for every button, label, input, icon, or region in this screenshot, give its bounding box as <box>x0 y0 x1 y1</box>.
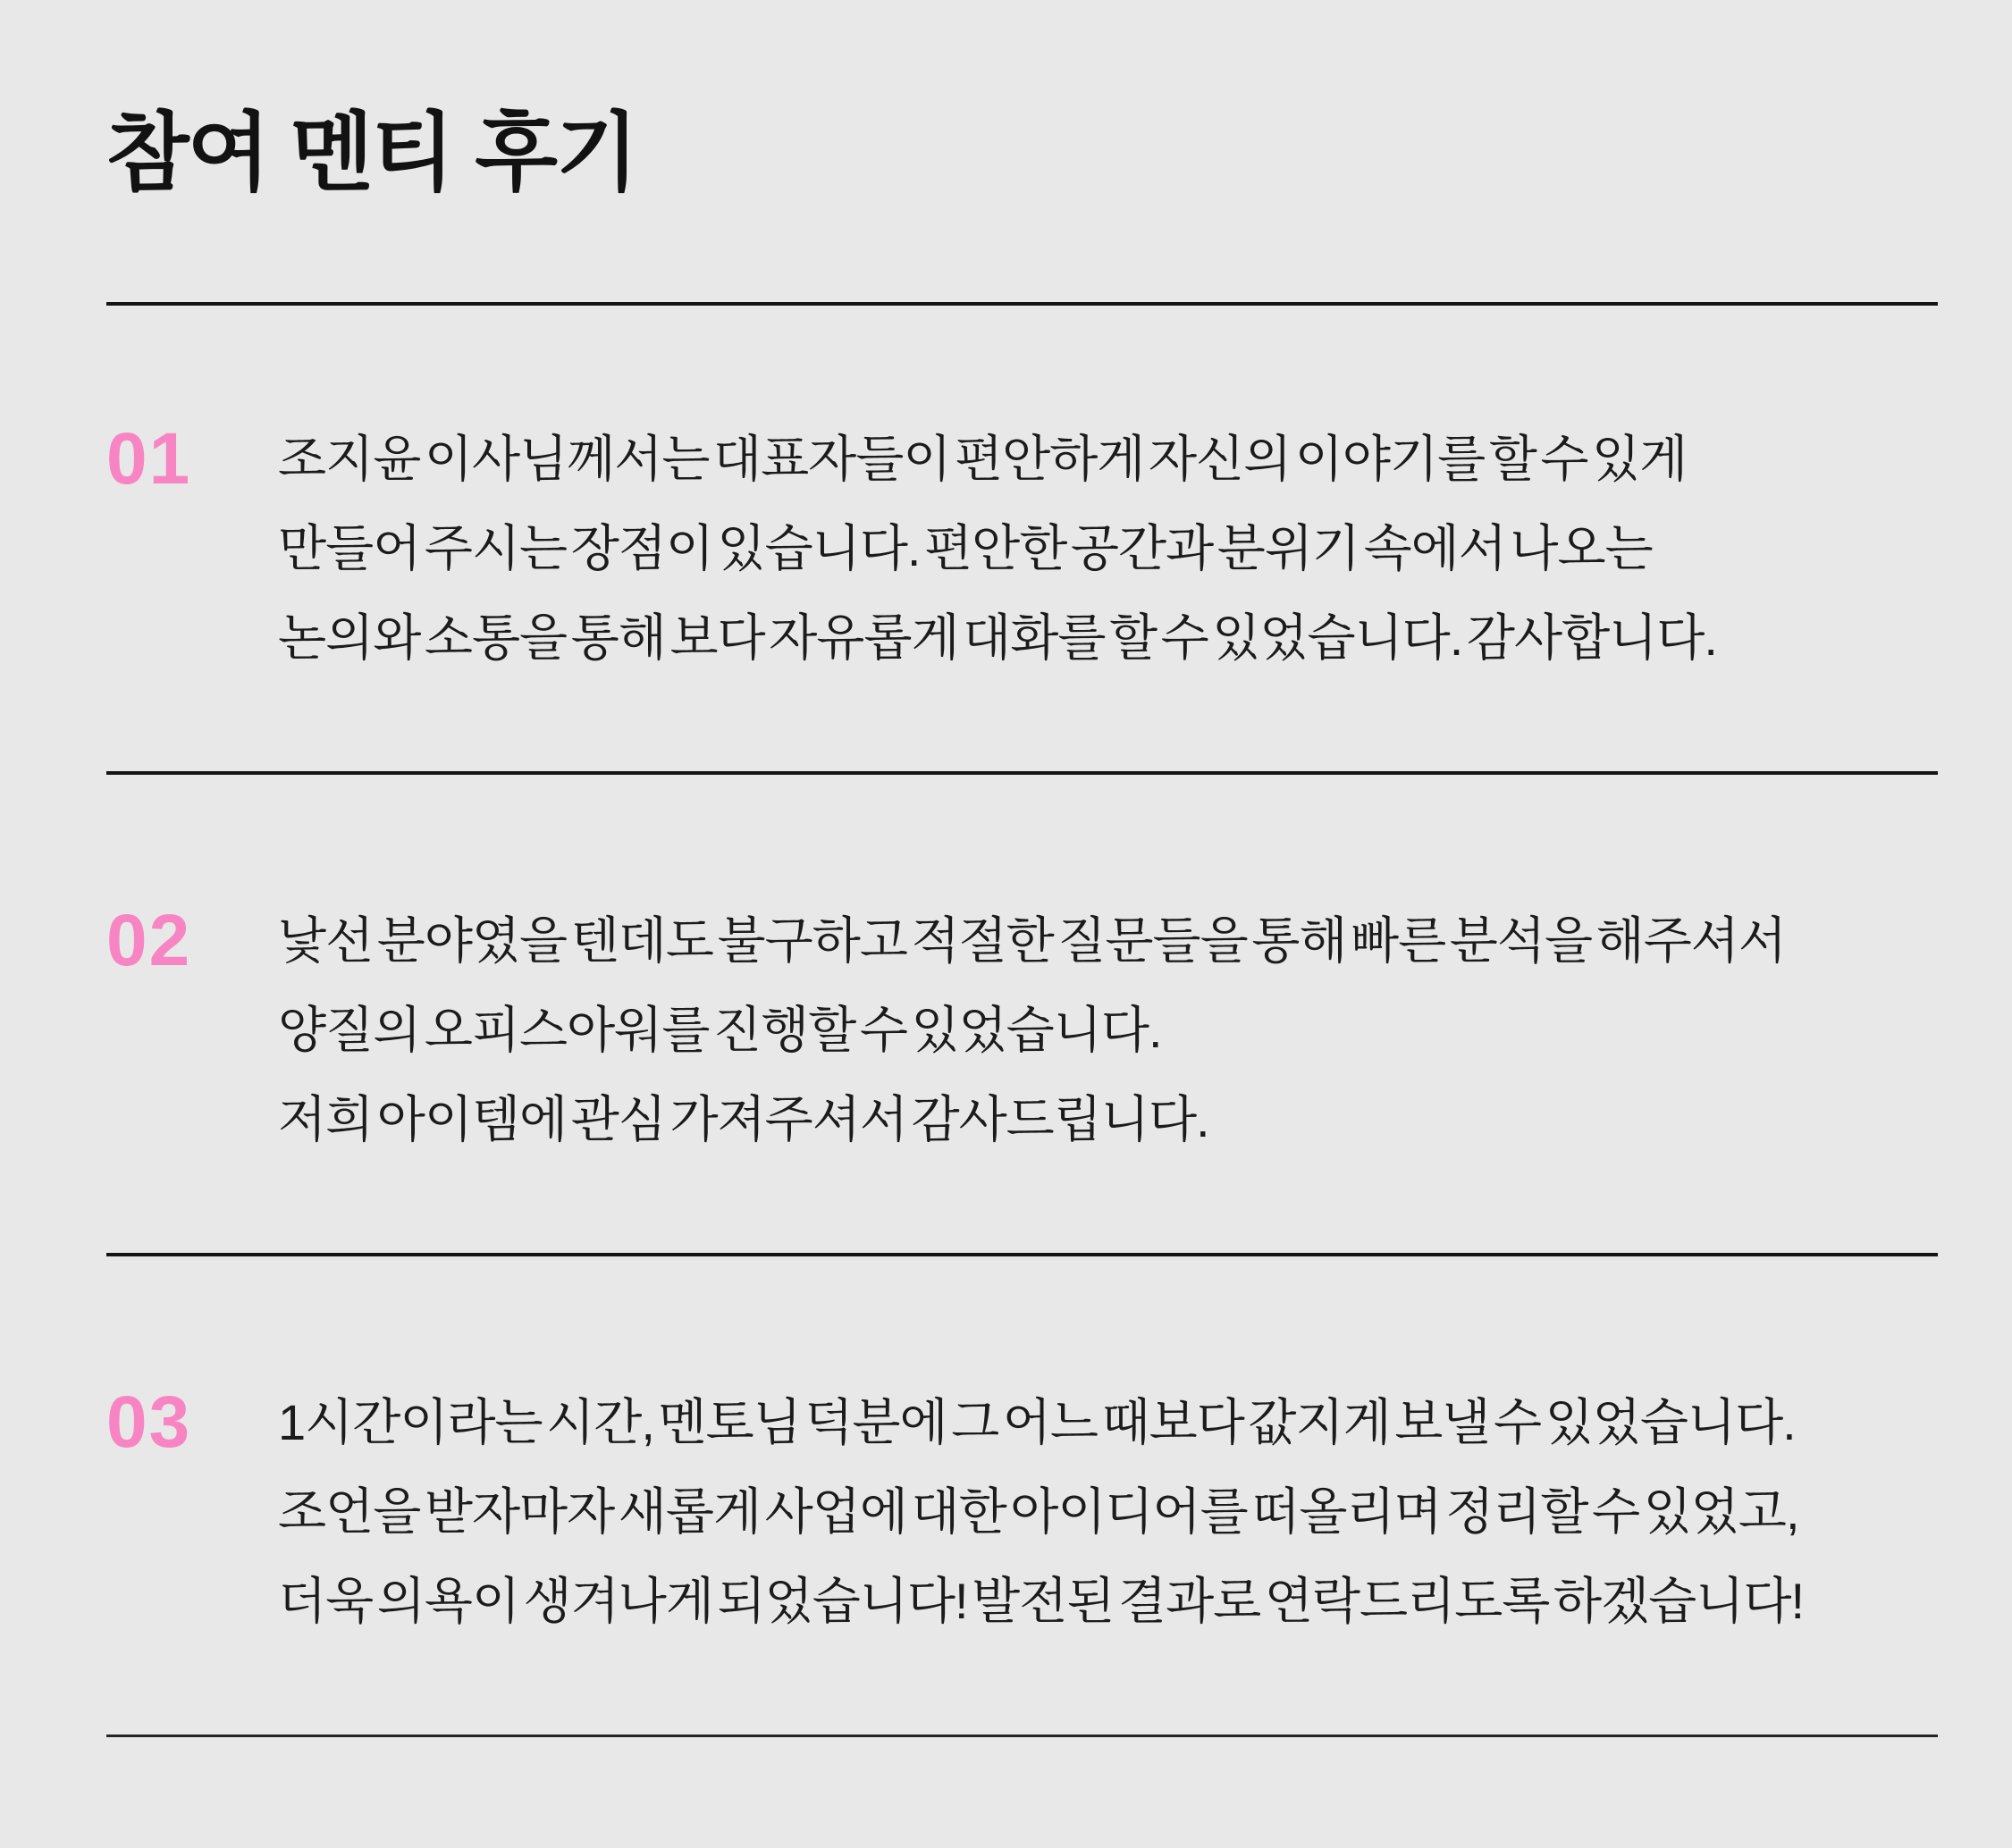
review-text-line: 양질의 오피스아워를 진행할 수 있었습니다. <box>278 1002 1162 1058</box>
review-number: 02 <box>106 900 192 981</box>
review-text <box>278 896 1938 1164</box>
title-block <box>106 0 1938 302</box>
review-number: 03 <box>106 1382 192 1463</box>
review-text-line: 더욱 의욕이 생겨나게 되었습니다! 발전된 결과로 연락드리도록 하겠습니다! <box>278 1573 1805 1629</box>
review-text-line: 조지윤 이사님께서는 대표자들이 편안하게 자신의 이야기를 할 수 있게 <box>278 431 1688 487</box>
review-text-line: 낯선 분야였을 텐데도 불구하고 적절한 질문들을 통해 빠른 분석을 해주셔서 <box>278 912 1787 969</box>
review-section-03 <box>106 1256 1938 1735</box>
review-section-01 <box>106 306 1938 771</box>
review-number: 01 <box>106 418 192 500</box>
review-text <box>278 1378 1938 1646</box>
review-text-line: 논의와 소통을 통해 보다 자유롭게 대화를 할 수 있었습니다. 감사합니다. <box>278 609 1717 666</box>
review-text-line: 저희 아이템에 관심 가져주셔서 감사드립니다. <box>278 1091 1209 1147</box>
divider-bottom <box>106 1735 1938 1737</box>
page-title: 참여 멘티 후기 <box>106 105 637 201</box>
review-text <box>278 415 1938 683</box>
review-text-line: 조언을 받자마자 새롭게 사업에 대한 아이디어를 떠올리며 정리할 수 있었고, <box>278 1483 1799 1540</box>
review-section-02 <box>106 775 1938 1253</box>
review-text-line: 만들어 주시는 장점이 있습니다. 편안한 공간과 분위기 속에서 나오는 <box>278 520 1653 576</box>
review-text-line: 1시간이라는 시간, 멘토님 덕분에 그 어느 때보다 값지게 보낼 수 있었습니다. <box>278 1394 1796 1450</box>
